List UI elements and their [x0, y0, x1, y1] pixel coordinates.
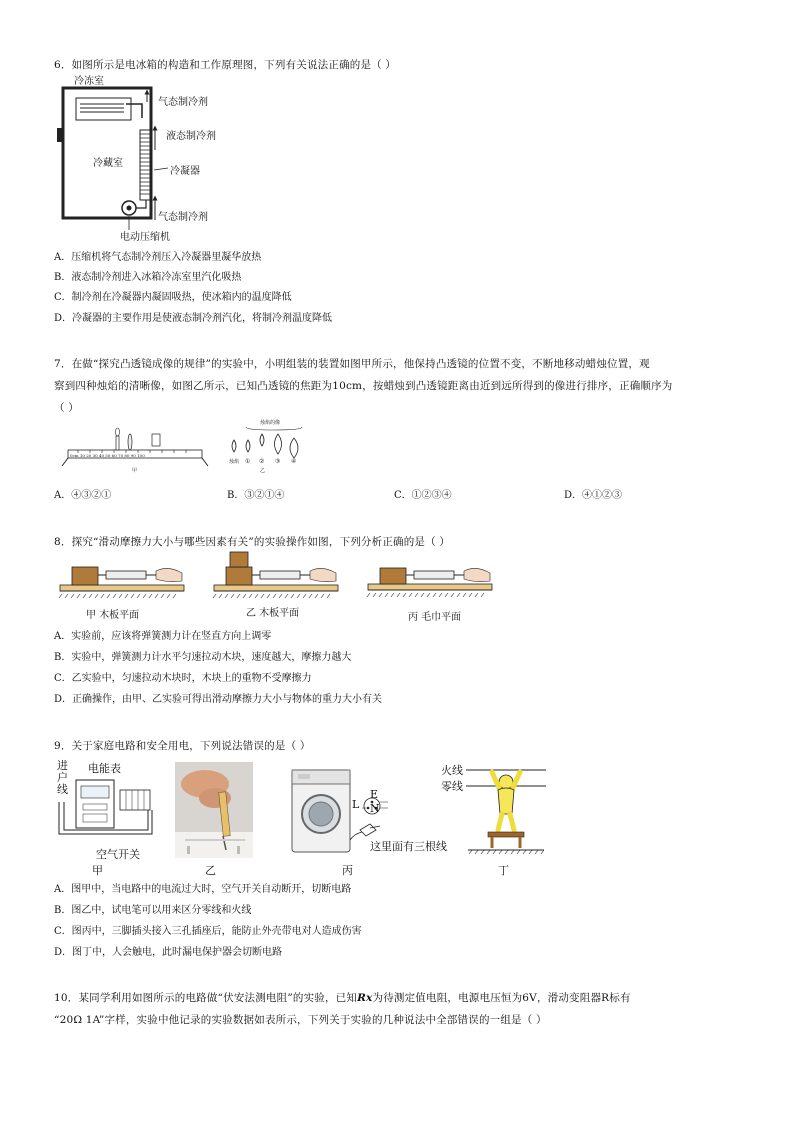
q9-stem: 9．关于家庭电路和安全用电，下列说法错误的是（ ） [54, 740, 311, 752]
q6-option-c: C．制冷剂在冷凝器内凝固吸热，使冰箱内的温度降低 [54, 292, 292, 303]
mark-3: ③ [275, 458, 281, 465]
label-L: L [352, 798, 360, 811]
label-N: N [370, 802, 380, 815]
q7-option-d: D．④①②③ [564, 490, 623, 501]
q8-caption-1: 甲 木板平面 [86, 610, 140, 621]
mark-2: ② [259, 458, 265, 465]
label-fridge-compartment: 冷藏室 [93, 158, 123, 169]
label-hu: 户 [57, 771, 68, 784]
q7-option-a: A．④③②① [54, 490, 112, 501]
optical-bench-diagram [60, 420, 210, 475]
q6-option-b: B．液态制冷剂进入冰箱冷冻室里汽化吸热 [54, 272, 242, 283]
label-air-switch: 空气开关 [96, 848, 140, 861]
mark-1: ① [245, 458, 251, 465]
q10-stem-part-a: 10．某同学利用如图所示的电路做“伏安法测电阻”的实验，已知 [54, 992, 358, 1004]
mark-4: ④ [291, 458, 297, 465]
q7-option-c: C．①②③④ [394, 490, 452, 501]
label-ding: 丁 [498, 864, 509, 877]
q8-caption-3: 丙 毛巾平面 [408, 612, 462, 623]
q7-stem-line3: （ ） [54, 402, 79, 414]
fridge-diagram [54, 70, 254, 242]
friction-diagram-1 [58, 555, 188, 603]
q8-option-c: C．乙实验中，匀速拉动木块时，木块上的重物不受摩擦力 [54, 673, 312, 684]
q9-option-b: B．图乙中，试电笔可以用来区分零线和火线 [54, 905, 252, 916]
q7-option-b: B．③②①④ [227, 490, 285, 501]
label-jia: 甲 [92, 864, 103, 877]
q10-rx-symbol: Rx [357, 992, 373, 1004]
label-jin: 进 [57, 759, 68, 772]
household-circuit-diagram [56, 772, 156, 844]
q8-stem: 8．探究“滑动摩擦力大小与哪些因素有关”的实验操作如图，下列分析正确的是（ ） [54, 536, 451, 548]
q9-option-c: C．图丙中，三脚插头接入三孔插座后，能防止外壳带电对人造成伤害 [54, 926, 362, 937]
label-candle: 烛焰 [229, 459, 240, 465]
test-pen-photo [175, 762, 253, 858]
q6-option-d: D．冷凝器的主要作用是使液态制冷剂汽化，将制冷剂温度降低 [54, 313, 333, 324]
friction-diagram-3 [366, 560, 496, 605]
q6-stem: 6．如图所示是电冰箱的构造和工作原理图，下列有关说法正确的是（ ） [54, 59, 397, 71]
ruler-scale: 0cm 10 20 30 40 50 60 70 80 90 100 [70, 453, 145, 458]
label-E: E [370, 788, 379, 801]
label-freezer: 冷冻室 [74, 76, 104, 87]
label-gas-refrigerant-top: 气态制冷剂 [158, 97, 208, 108]
q8-option-b: B．实验中，弹簧测力计水平匀速拉动木块，速度越大，摩擦力越大 [54, 652, 352, 663]
label-three-wires: 这里面有三根线 [370, 840, 447, 853]
label-bing: 丙 [342, 864, 353, 877]
friction-diagram-2 [212, 548, 342, 603]
q8-option-a: A．实验前，应该将弹簧测力计在竖直方向上调零 [54, 631, 272, 642]
q8-caption-2: 乙 木板平面 [246, 608, 300, 619]
label-yi: 乙 [205, 864, 216, 877]
label-live-wire: 火线 [441, 764, 463, 777]
label-condenser: 冷凝器 [170, 166, 200, 177]
label-compressor: 电动压缩机 [120, 232, 170, 243]
flame-images-diagram [222, 418, 312, 483]
q10-stem-line1 [54, 991, 631, 1005]
electric-shock-diagram [464, 762, 548, 856]
q6-option-a: A．压缩机将气态制冷剂压入冷凝器里凝华放热 [54, 252, 262, 263]
label-flame-images: 烛焰的像 [260, 420, 281, 426]
q7-stem-line1: 7．在做“探究凸透镜成像的规律”的实验中，小明组装的装置如图甲所示，他保持凸透镜的位置不变，不断地移动蜡烛位置，观 [54, 358, 650, 370]
q10-stem-part-b: 为待测定值电阻，电源电压恒为6V，滑动变阻器R标有 [372, 992, 631, 1004]
label-xian: 线 [57, 783, 68, 796]
label-gas-refrigerant-bottom: 气态制冷剂 [158, 212, 208, 223]
q10-stem-line2: “20Ω 1A”字样，实验中他记录的实验数据如表所示，下列关于实验的几种说法中全部错误的一组是（ ） [54, 1014, 547, 1026]
label-meter: 电能表 [88, 762, 121, 775]
label-yi: 乙 [260, 468, 266, 474]
q9-option-a: A．图甲中，当电路中的电流过大时，空气开关自动断开，切断电路 [54, 884, 352, 895]
label-jia: 甲 [132, 468, 138, 474]
q9-option-d: D．图丁中，人会触电，此时漏电保护器会切断电路 [54, 947, 283, 958]
label-liquid-refrigerant: 液态制冷剂 [166, 131, 216, 142]
label-neutral-wire: 零线 [441, 780, 463, 793]
q7-stem-line2: 察到四种烛焰的清晰像，如图乙所示，已知凸透镜的焦距为10cm，按蜡烛到凸透镜距离由近到远所得到的像进行排序，正确顺序为 [54, 380, 673, 392]
q8-option-d: D．正确操作，由甲、乙实验可得出滑动摩擦力大小与物体的重力大小有关 [54, 694, 383, 705]
